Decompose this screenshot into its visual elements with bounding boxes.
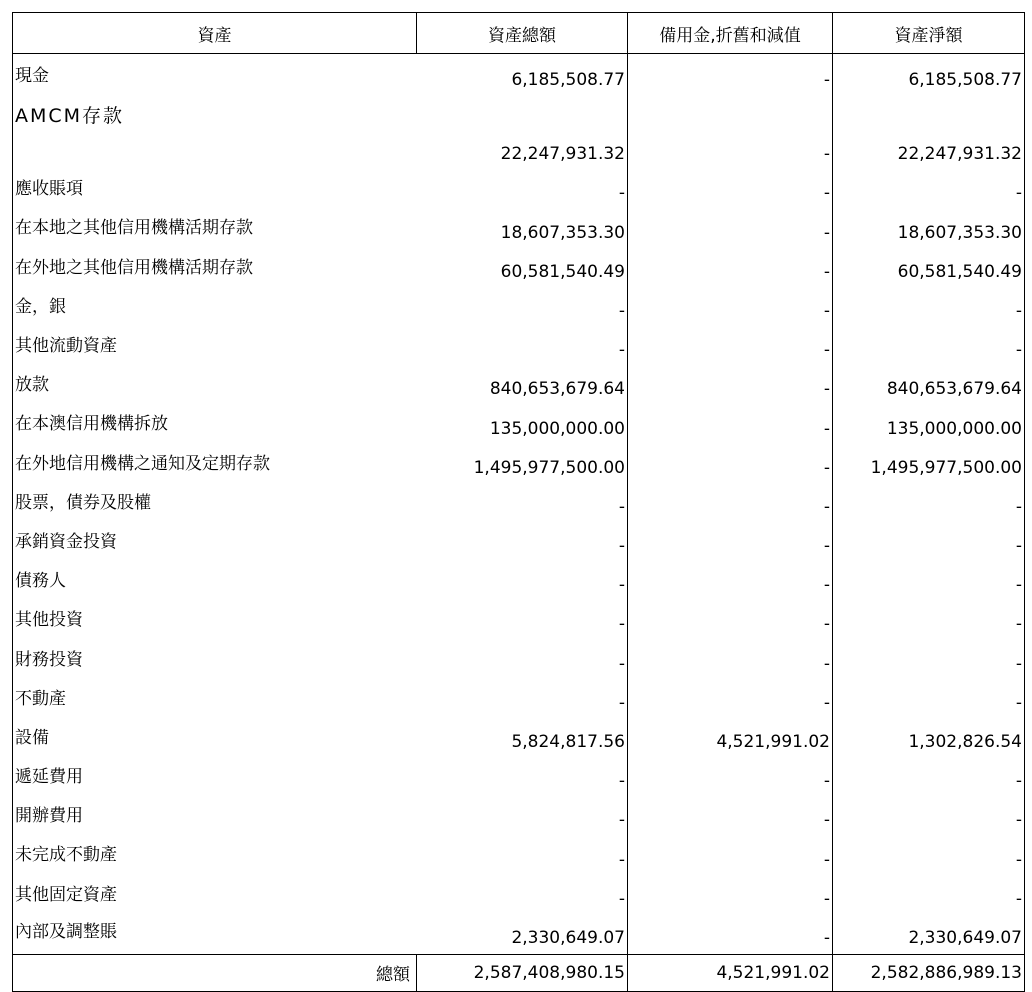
gross-value: - [417,285,628,324]
provision-value: - [628,520,833,559]
table-row [13,598,1025,637]
asset-name: 債務人 [13,559,417,598]
gross-value: - [417,677,628,716]
table-row [13,755,1025,794]
gross-value: - [417,833,628,872]
table-row [13,167,1025,206]
provision-value: - [628,637,833,676]
net-value: 60,581,540.49 [833,246,1025,285]
table-row [13,833,1025,872]
header-asset: 資產 [13,13,417,54]
asset-name: 在本澳信用機構拆放 [13,402,417,441]
provision-value: - [628,677,833,716]
gross-value: 840,653,679.64 [417,363,628,402]
header-net: 資產淨額 [833,13,1025,54]
gross-value: - [417,559,628,598]
net-value: - [833,559,1025,598]
table-row [13,481,1025,520]
table-row [13,206,1025,245]
asset-name: 其他投資 [13,598,417,637]
provision-value: - [628,285,833,324]
table-row [13,285,1025,324]
gross-value: - [417,873,628,912]
gross-value: 6,185,508.77 [417,54,628,94]
header-gross: 資產總額 [417,13,628,54]
net-value: 2,330,649.07 [833,912,1025,955]
table-footer [13,954,1025,991]
net-value: - [833,481,1025,520]
asset-name: 未完成不動產 [13,833,417,872]
net-value: - [833,285,1025,324]
net-value: - [833,324,1025,363]
provision-value: - [628,442,833,481]
gross-value: 5,824,817.56 [417,716,628,755]
asset-name: 設備 [13,716,417,755]
provision-value: - [628,481,833,520]
table-row [13,324,1025,363]
asset-name: 現金 [13,54,417,94]
total-label: 總額 [13,954,417,991]
provision-value: - [628,755,833,794]
table-row [13,54,1025,94]
asset-name: 在外地信用機構之通知及定期存款 [13,442,417,481]
net-value: 840,653,679.64 [833,363,1025,402]
provision-value: - [628,402,833,441]
net-value: 22,247,931.32 [833,93,1025,167]
gross-value: - [417,481,628,520]
table-row [13,716,1025,755]
net-value: - [833,598,1025,637]
asset-table [12,12,1025,992]
gross-value: - [417,324,628,363]
provision-value: - [628,246,833,285]
table-body [13,54,1025,955]
asset-name: 在外地之其他信用機構活期存款 [13,246,417,285]
provision-value: - [628,167,833,206]
header-provision: 備用金,折舊和減值 [628,13,833,54]
net-value: - [833,873,1025,912]
gross-value: - [417,794,628,833]
provision-value: - [628,833,833,872]
provision-value: - [628,873,833,912]
table-row [13,93,1025,167]
balance-sheet [12,12,1024,992]
provision-value: 4,521,991.02 [628,716,833,755]
net-value: 1,495,977,500.00 [833,442,1025,481]
net-value: - [833,794,1025,833]
gross-value: 60,581,540.49 [417,246,628,285]
table-row [13,873,1025,912]
asset-name: 不動產 [13,677,417,716]
gross-value: - [417,637,628,676]
gross-value: - [417,755,628,794]
net-value: 18,607,353.30 [833,206,1025,245]
provision-value: - [628,559,833,598]
header-row [13,13,1025,54]
table-row [13,520,1025,559]
net-value: - [833,167,1025,206]
asset-name-text: AMCM存款 [15,105,125,128]
provision-value: - [628,54,833,94]
asset-name: 開辦費用 [13,794,417,833]
gross-value: - [417,167,628,206]
gross-value: 2,330,649.07 [417,912,628,955]
provision-value: - [628,363,833,402]
table-row [13,559,1025,598]
net-value: 1,302,826.54 [833,716,1025,755]
net-value: 135,000,000.00 [833,402,1025,441]
provision-value: - [628,794,833,833]
table-row [13,442,1025,481]
net-value: 6,185,508.77 [833,54,1025,94]
gross-value: 1,495,977,500.00 [417,442,628,481]
total-net: 2,582,886,989.13 [833,954,1025,991]
asset-name [13,93,417,167]
net-value: - [833,833,1025,872]
table-row [13,794,1025,833]
asset-name: 放款 [13,363,417,402]
asset-name: 財務投資 [13,637,417,676]
provision-value: - [628,912,833,955]
asset-name: 其他流動資產 [13,324,417,363]
provision-value: - [628,598,833,637]
asset-name: 承銷資金投資 [13,520,417,559]
provision-value: - [628,206,833,245]
net-value: - [833,677,1025,716]
gross-value: 135,000,000.00 [417,402,628,441]
asset-name: 股票，債券及股權 [13,481,417,520]
asset-name: 遞延費用 [13,755,417,794]
table-row [13,912,1025,955]
table-row [13,637,1025,676]
table-row [13,402,1025,441]
gross-value: 22,247,931.32 [417,93,628,167]
table-row [13,363,1025,402]
total-provision: 4,521,991.02 [628,954,833,991]
net-value: - [833,637,1025,676]
net-value: - [833,755,1025,794]
asset-name: 在本地之其他信用機構活期存款 [13,206,417,245]
provision-value: - [628,93,833,167]
asset-name: 應收賬項 [13,167,417,206]
gross-value: - [417,598,628,637]
gross-value: 18,607,353.30 [417,206,628,245]
provision-value: - [628,324,833,363]
asset-name: 其他固定資產 [13,873,417,912]
net-value: - [833,520,1025,559]
total-row [13,954,1025,991]
table-row [13,246,1025,285]
table-row [13,677,1025,716]
table-header [13,13,1025,54]
total-gross: 2,587,408,980.15 [417,954,628,991]
gross-value: - [417,520,628,559]
asset-name: 金，銀 [13,285,417,324]
asset-name: 內部及調整賬 [13,912,417,955]
